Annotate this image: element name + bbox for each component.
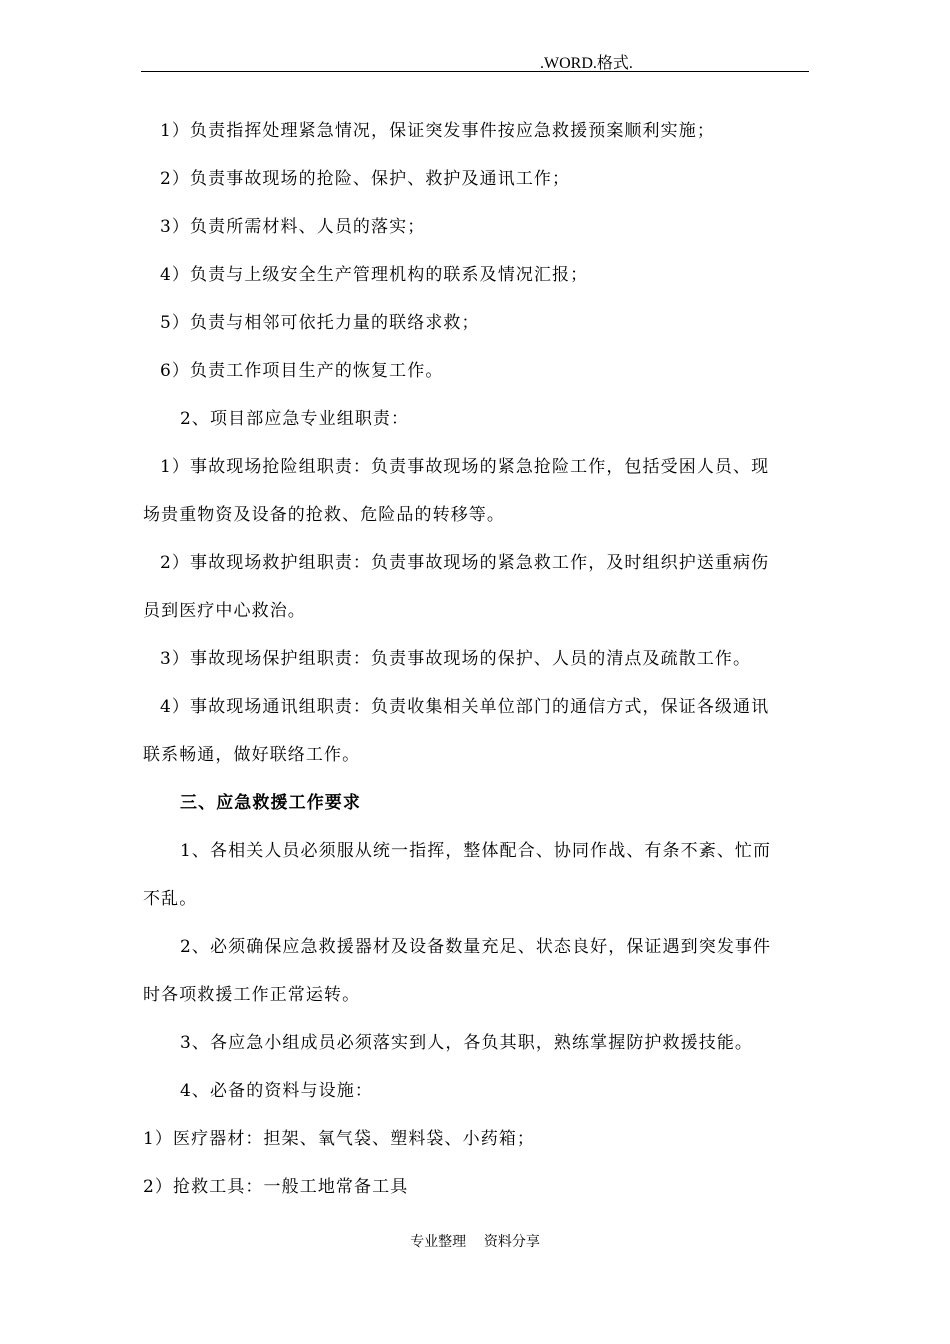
section-heading: 三、应急救援工作要求 [180, 793, 361, 813]
duty-item-2: 2）负责事故现场的抢险、保护、救护及通讯工作； [160, 169, 571, 189]
equipment-item-1: 1）医疗器材：担架、氧气袋、塑料袋、小药箱； [143, 1129, 536, 1149]
rescue-group-duty-4: 4）事故现场通讯组职责：负责收集相关单位部门的通信方式，保证各级通讯 [160, 697, 770, 717]
requirement-4: 4、必备的资料与设施： [180, 1081, 373, 1101]
subsection-heading: 2、项目部应急专业组职责： [180, 409, 410, 429]
duty-item-5: 5）负责与相邻可依托力量的联络求救； [160, 313, 480, 333]
footer-text: 专业整理 资料分享 [410, 1234, 540, 1250]
rescue-group-duty-3: 3）事故现场保护组职责：负责事故现场的保护、人员的清点及疏散工作。 [160, 649, 752, 669]
duty-item-3: 3）负责所需材料、人员的落实； [160, 217, 426, 237]
requirement-2-cont: 时各项救援工作正常运转。 [143, 985, 361, 1005]
duty-item-4: 4）负责与上级安全生产管理机构的联系及情况汇报； [160, 265, 589, 285]
header-text: .WORD.格式. [540, 55, 633, 72]
header-rule [141, 71, 809, 72]
requirement-1: 1、各相关人员必须服从统一指挥，整体配合、协同作战、有条不紊、忙而 [180, 841, 772, 861]
requirement-3: 3、各应急小组成员必须落实到人，各负其职，熟练掌握防护救援技能。 [180, 1033, 754, 1053]
requirement-1-cont: 不乱。 [143, 889, 198, 909]
rescue-group-duty-2-cont: 员到医疗中心救治。 [143, 601, 306, 621]
equipment-item-2: 2）抢救工具：一般工地常备工具 [143, 1177, 409, 1197]
rescue-group-duty-2: 2）事故现场救护组职责：负责事故现场的紧急救工作，及时组织护送重病伤 [160, 553, 770, 573]
duty-item-6: 6）负责工作项目生产的恢复工作。 [160, 361, 444, 381]
rescue-group-duty-1: 1）事故现场抢险组职责：负责事故现场的紧急抢险工作，包括受困人员、现 [160, 457, 770, 477]
rescue-group-duty-1-cont: 场贵重物资及设备的抢救、危险品的转移等。 [143, 505, 505, 525]
duty-item-1: 1）负责指挥处理紧急情况，保证突发事件按应急救援预案顺利实施； [160, 121, 715, 141]
rescue-group-duty-4-cont: 联系畅通，做好联络工作。 [143, 745, 361, 765]
requirement-2: 2、必须确保应急救援器材及设备数量充足、状态良好，保证遇到突发事件 [180, 937, 772, 957]
